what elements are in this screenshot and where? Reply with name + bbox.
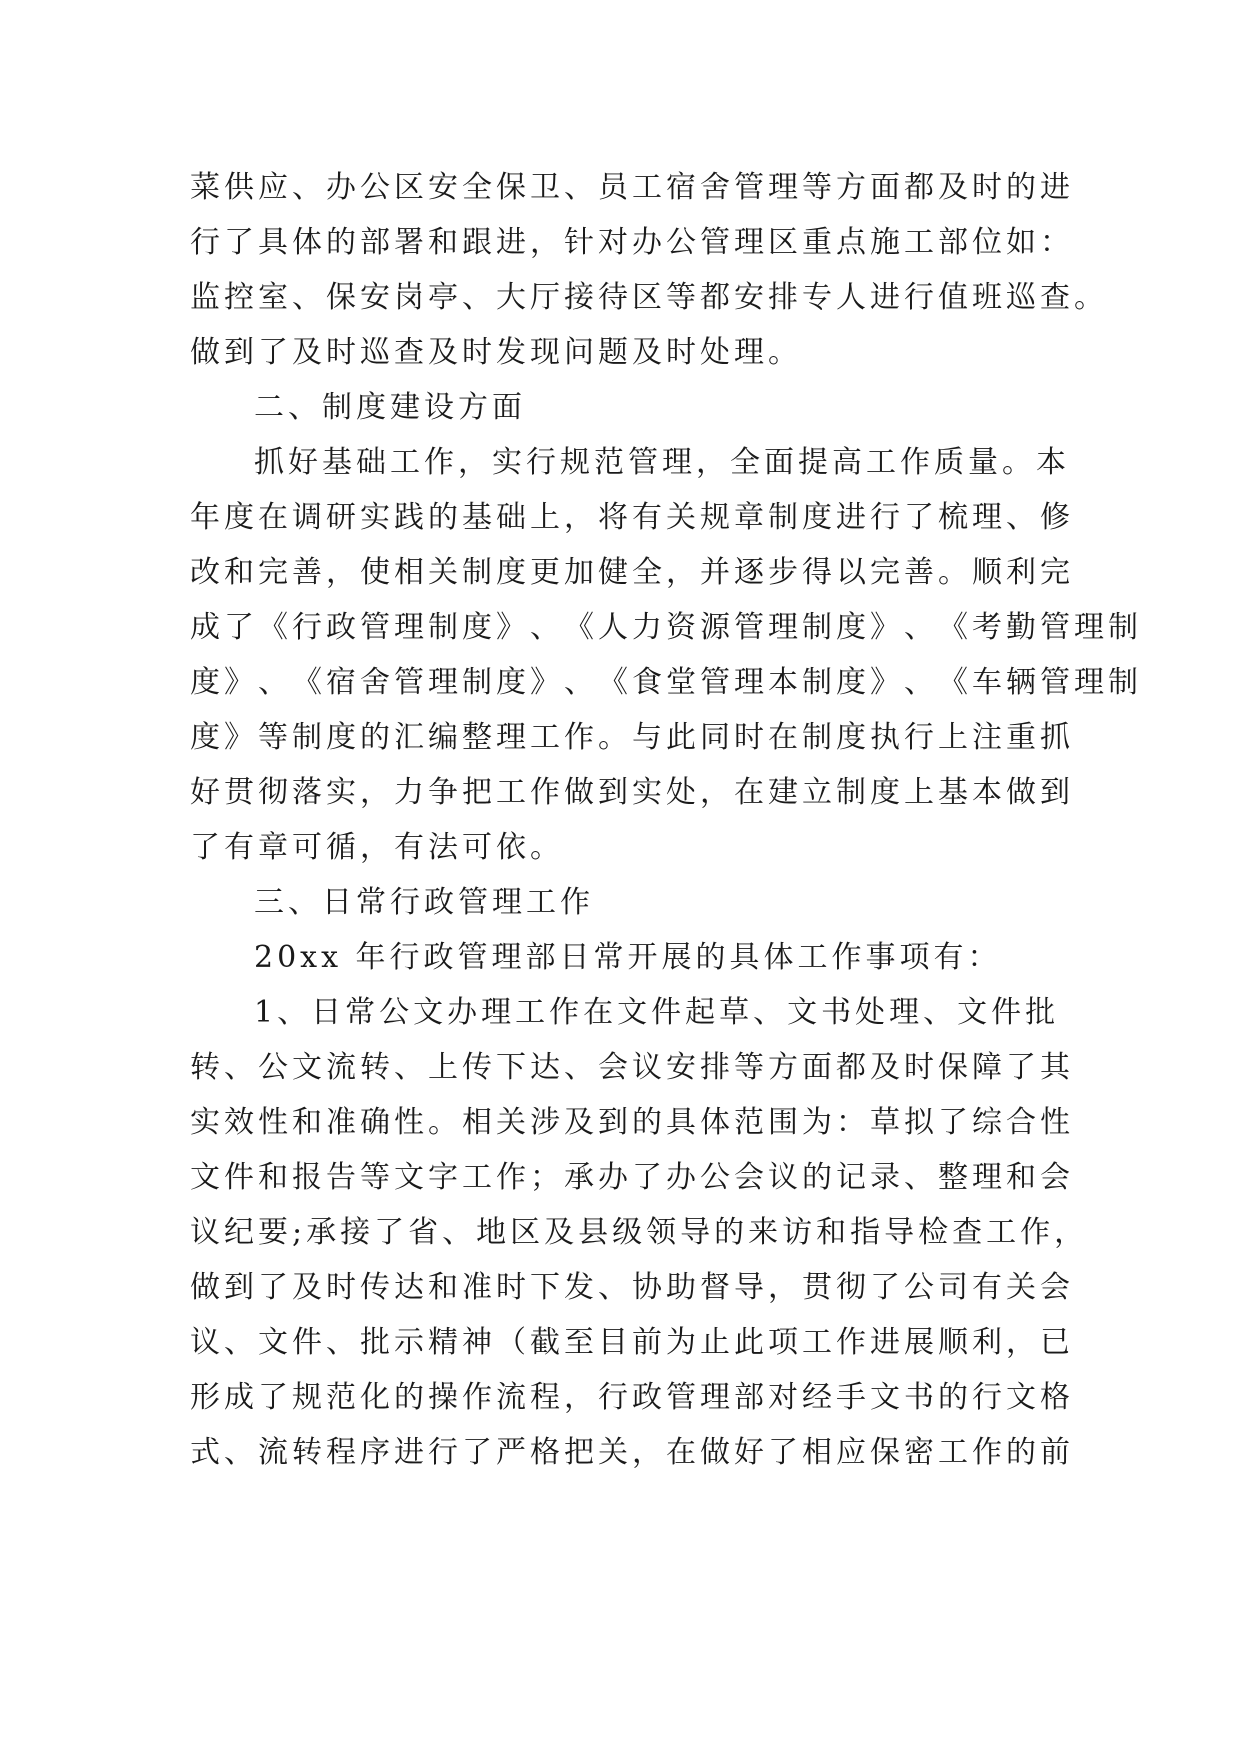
text-line: 改 和 完 善 ， 使 相 关 制 度 更 加 健 全 ， 并 逐 步 得 以 完 善 。 顺 利 完: [190, 555, 1074, 590]
text-line: 了有章可循，有法可依。: [190, 830, 564, 865]
text-line: 抓 好 基 础 工 作 ， 实 行 规 范 管 理 ， 全 面 提 高 工 作 质 量 。 本: [254, 445, 1070, 480]
text-line: 二、制度建设方面: [254, 390, 526, 425]
text-line: 实 效 性 和 准 确 性 。 相 关 涉 及 到 的 具 体 范 围 为 ： 草 拟 了 综 合 性: [190, 1105, 1074, 1140]
text-line: 成 了 《 行 政 管 理 制 度 》 、 《 人 力 资 源 管 理 制 度 》 、 《 考 勤 管 理 制: [190, 610, 1142, 645]
text-line: 文 件 和 报 告 等 文 字 工 作 ； 承 办 了 办 公 会 议 的 记 录 、 整 理 和 会: [190, 1160, 1074, 1195]
text-line: 议 、 文 件 、 批 示 精 神 （ 截 至 目 前 为 止 此 项 工 作 进 展 顺 利 ， 已: [190, 1325, 1074, 1360]
text-line: 菜 供 应 、 办 公 区 安 全 保 卫 、 员 工 宿 舍 管 理 等 方 面 都 及 时 的 进: [190, 170, 1074, 205]
text-line: 好 贯 彻 落 实 ， 力 争 把 工 作 做 到 实 处 ， 在 建 立 制 度 上 基 本 做 到: [190, 775, 1074, 810]
text-line: 行 了 具 体 的 部 署 和 跟 进 ， 针 对 办 公 管 理 区 重 点 施 工 部 位 如 ：: [190, 225, 1074, 260]
text-line: 做到了及时巡查及时发现问题及时处理。: [190, 335, 802, 370]
text-line: 监 控 室 、 保 安 岗 亭 、 大 厅 接 待 区 等 都 安 排 专 人 进 行 值 班 巡 查 。: [190, 280, 1108, 315]
text-line: 年 度 在 调 研 实 践 的 基 础 上 ， 将 有 关 规 章 制 度 进 行 了 梳 理 、 修: [190, 500, 1074, 535]
text-line: 1 、 日 常 公 文 办 理 工 作 在 文 件 起 草 、 文 书 处 理 、 文 件 批: [254, 995, 1060, 1030]
text-line: 20xx 年行政管理部日常开展的具体工作事项有：: [254, 940, 1002, 975]
text-line: 转 、 公 文 流 转 、 上 传 下 达 、 会 议 安 排 等 方 面 都 及 时 保 障 了 其: [190, 1050, 1074, 1085]
text-line: 度 》 、 《 宿 舍 管 理 制 度 》 、 《 食 堂 管 理 本 制 度 》 、 《 车 辆 管 理 制: [190, 665, 1142, 700]
text-line: 式 、 流 转 程 序 进 行 了 严 格 把 关 ， 在 做 好 了 相 应 保 密 工 作 的 前: [190, 1435, 1074, 1470]
text-line: 议 纪 要 ; 承 接 了 省 、 地 区 及 县 级 领 导 的 来 访 和 指 导 检 查 工 作 ，: [190, 1215, 1089, 1250]
text-line: 三、日常行政管理工作: [254, 885, 594, 920]
text-line: 度 》 等 制 度 的 汇 编 整 理 工 作 。 与 此 同 时 在 制 度 执 行 上 注 重 抓: [190, 720, 1074, 755]
text-line: 形 成 了 规 范 化 的 操 作 流 程 ， 行 政 管 理 部 对 经 手 文 书 的 行 文 格: [190, 1380, 1074, 1415]
document-body: [190, 160, 1142, 1480]
text-line: 做 到 了 及 时 传 达 和 准 时 下 发 、 协 助 督 导 ， 贯 彻 了 公 司 有 关 会: [190, 1270, 1074, 1305]
